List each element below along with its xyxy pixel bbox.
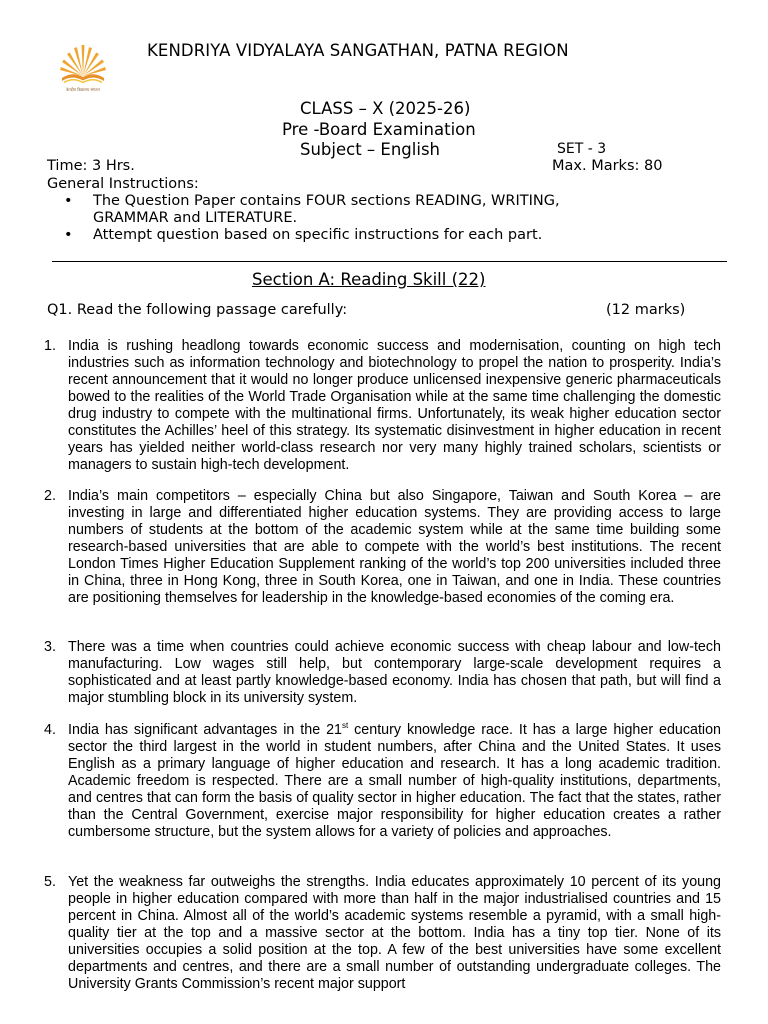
paragraph-text: India’s main competitors – especially China but also Singapore, Taiwan and South Korea – are investing in large and differentiated higher education systems. They are providing access to large numbers of students at the bottom of the academic system while at the same time building some research-based universities that are able to compete with the world’s best institutions. The recent London Times Higher Education Supplement ranking of the world’s top 200 universities included three in China, three in Hong Kong, three in South Korea, one in Taiwan, and one in India. These countries are positioning themselves for leadership in the knowledge-based economies of the coming era. xyxy=(68,488,721,606)
divider xyxy=(52,261,727,262)
bullet-icon: • xyxy=(64,193,73,209)
passage-paragraph xyxy=(44,722,721,841)
question-marks: (12 marks) xyxy=(606,302,686,318)
passage-paragraph xyxy=(44,488,721,607)
passage-paragraph xyxy=(44,338,721,474)
instruction-item: • Attempt question based on specific instructions for each part. xyxy=(64,227,543,243)
logo-caption: केन्द्रीय विद्यालय संगठन xyxy=(66,87,100,92)
time-allowed: Time: 3 Hrs. xyxy=(47,158,135,174)
instruction-item: • The Question Paper contains FOUR sections READING, WRITING, GRAMMAR and LITERATURE. xyxy=(64,193,560,226)
superscript: st xyxy=(341,721,349,730)
logo-sun-rays xyxy=(60,45,106,76)
paragraph-text: India is rushing headlong towards economic success and modernisation, counting on high tech industries such as information technology and biotechnology to propel the nation to prosperity. India’s recent announcement that it would no longer produce unlicensed inexpensive generic pharmaceuticals bowed to the realities of the World Trade Organisation while at the same time challenging the domestic drug industry to compete with the multinational firms. Unfortunately, its weak higher education sector constitutes the Achilles’ heel of this strategy. Its systematic disinvestment in higher education in recent years has yielded neither world-class research nor very many highly trained scholars, scientists or managers to sustain high-tech development. xyxy=(68,338,721,473)
max-marks: Max. Marks: 80 xyxy=(552,158,663,174)
exam-title: Pre -Board Examination xyxy=(282,120,476,139)
question-text: Q1. Read the following passage carefully: xyxy=(47,302,348,318)
paragraph-number: 5. xyxy=(44,874,56,890)
paragraph-number: 4. xyxy=(44,722,56,738)
subject-line: Subject – English xyxy=(300,140,441,159)
passage-paragraph xyxy=(44,639,721,707)
set-number: SET - 3 xyxy=(557,141,607,157)
section-title: Section A: Reading Skill (22) xyxy=(252,270,486,289)
paragraph-number: 3. xyxy=(44,639,56,655)
paragraph-number: 2. xyxy=(44,488,56,504)
bullet-icon: • xyxy=(64,227,73,243)
instructions-title: General Instructions: xyxy=(47,176,199,192)
paragraph-text: There was a time when countries could achieve economic success with cheap labour and low-tech manufacturing. Low wages still help, but contemporary large-scale development requires a sophisticated and at least partly knowledge-based economy. India has chosen that path, but will find a major stumbling block in its university system. xyxy=(68,639,721,706)
class-line: CLASS – X (2025-26) xyxy=(300,99,471,118)
paragraph-text: India has significant advantages in the 21st century knowledge race. It has a large higher education sector the third largest in the world in student numbers, after China and the United States. It uses English as a primary language of higher education and research. It has a long academic tradition. Academic freedom is respected. There are a small number of high-quality institutions, departments, and centres that can form the basis of quality sector in higher education. The fact that the states, rather than the Central Government, exercise major responsibility for higher education creates a rather cumbersome structure, but the system allows for a variety of policies and approaches. xyxy=(68,721,721,840)
paragraph-text: Yet the weakness far outweighs the strengths. India educates approximately 10 percent of its young people in higher education compared with more than half in the major industrialised countries and 15 percent in China. Almost all of the world’s academic systems resemble a pyramid, with a small high-quality tier at the top and a massive sector at the bottom. India has a tiny top tier. None of its universities occupies a solid position at the top. A few of the best universities have some excellent departments and centres, and there are a small number of outstanding undergraduate colleges. The University Grants Commission’s recent major support xyxy=(68,874,721,992)
kvs-logo xyxy=(50,40,116,96)
organization-name: KENDRIYA VIDYALAYA SANGATHAN, PATNA REGION xyxy=(147,41,569,60)
paragraph-number: 1. xyxy=(44,338,56,354)
passage-paragraph xyxy=(44,874,721,993)
instructions-list xyxy=(64,193,624,245)
